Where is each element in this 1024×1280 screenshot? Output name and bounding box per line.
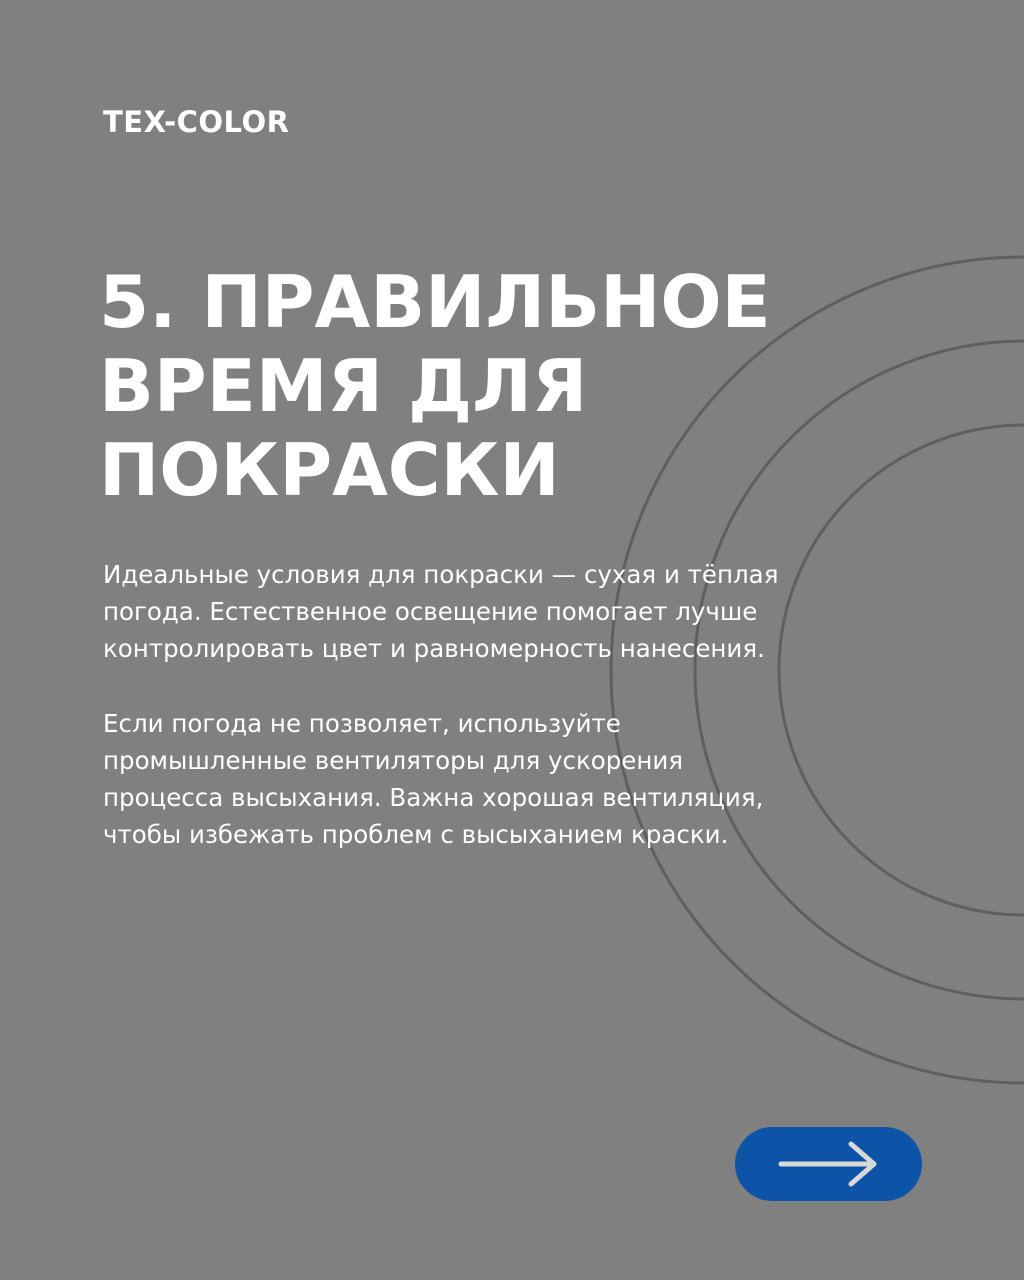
body-paragraph-1 — [103, 556, 823, 667]
paragraph-line: промышленные вентиляторы для ускорения — [103, 746, 684, 775]
title-line: ВРЕМЯ ДЛЯ — [99, 344, 588, 428]
title-line: ПОКРАСКИ — [99, 428, 560, 512]
paragraph-line: погода. Естественное освещение помогает лучше — [103, 597, 758, 626]
next-slide-button[interactable] — [735, 1127, 922, 1201]
paragraph-line: Если погода не позволяет, используйте — [103, 709, 621, 738]
body-paragraph-2 — [103, 705, 823, 853]
page-title — [99, 260, 859, 512]
paragraph-line: Идеальные условия для покраски — сухая и тёплая — [103, 560, 779, 589]
paragraph-line: контролировать цвет и равномерность нанесения. — [103, 634, 765, 663]
paragraph-line: процесса высыхания. Важна хорошая вентиляция, — [103, 783, 764, 812]
paragraph-line: чтобы избежать проблем с высыханием краски. — [103, 820, 729, 849]
arrow-right-icon — [777, 1140, 881, 1188]
title-line: 5. ПРАВИЛЬНОЕ — [99, 260, 771, 344]
brand-logo-text: TEX-COLOR — [103, 105, 290, 139]
